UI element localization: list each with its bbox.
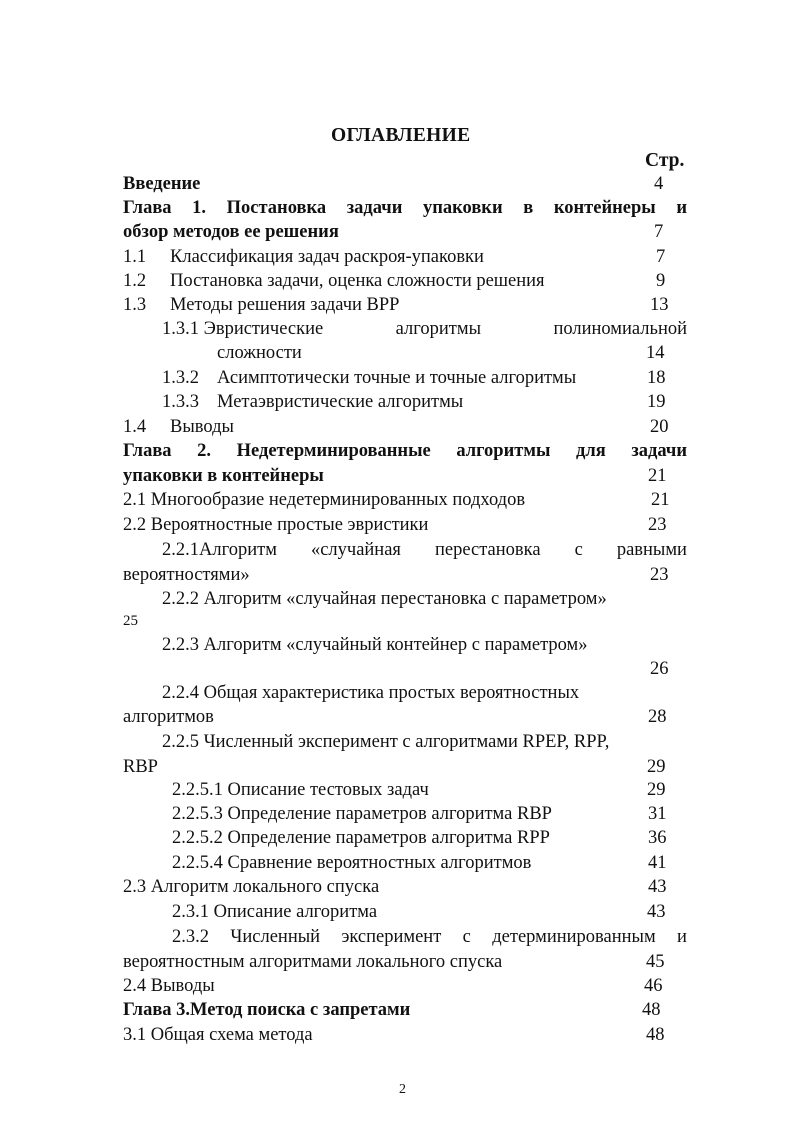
toc-page-number: 13 bbox=[650, 295, 669, 315]
footer-page-number: 2 bbox=[399, 1082, 406, 1097]
toc-section-number: 1.3.2 bbox=[162, 368, 199, 388]
toc-section-number: 1.4 bbox=[123, 417, 147, 437]
toc-entry-2-3-2-cont: вероятностным алгоритмами локального спуска bbox=[123, 952, 503, 972]
toc-entry-2-2-5[interactable]: 2.2.5 Численный эксперимент с алгоритмами RPEP, RPP, bbox=[162, 732, 610, 752]
toc-entry-2-3-1[interactable]: 2.3.1 Описание алгоритма bbox=[172, 902, 378, 922]
toc-page-number: 43 bbox=[647, 902, 666, 922]
toc-page-number: 29 bbox=[647, 757, 666, 777]
toc-page-number: 29 bbox=[647, 780, 666, 800]
toc-entry-1-3[interactable]: Методы решения задачи BPP bbox=[170, 295, 400, 315]
toc-page-number: 45 bbox=[646, 952, 665, 972]
toc-page-number: 21 bbox=[648, 466, 667, 486]
toc-page-number: 26 bbox=[650, 659, 669, 679]
toc-page-number: 4 bbox=[654, 174, 664, 194]
toc-page-number: 41 bbox=[648, 853, 667, 873]
toc-entry-1-3-1-cont: сложности bbox=[217, 343, 302, 363]
toc-page-number: 36 bbox=[648, 828, 667, 848]
toc-entry-2-3[interactable]: 2.3 Алгоритм локального спуска bbox=[123, 877, 380, 897]
toc-page-number: 18 bbox=[647, 368, 666, 388]
toc-page-number: 28 bbox=[648, 707, 667, 727]
toc-section-number: 1.2 bbox=[123, 271, 147, 291]
toc-page-number: 46 bbox=[644, 976, 663, 996]
toc-page-number: 9 bbox=[656, 271, 666, 291]
toc-page-number: 31 bbox=[648, 804, 667, 824]
toc-entry-2-2-5-1[interactable]: 2.2.5.1 Описание тестовых задач bbox=[172, 780, 429, 800]
toc-entry-2-1[interactable]: 2.1 Многообразие недетерминированных подходов bbox=[123, 490, 526, 510]
toc-entry-2-2-1-cont: вероятностями» bbox=[123, 565, 250, 585]
toc-entry-2-2-3[interactable]: 2.2.3 Алгоритм «случайный контейнер с параметром» bbox=[162, 635, 588, 655]
toc-entry-1-2[interactable]: Постановка задачи, оценка сложности решения bbox=[170, 271, 545, 291]
toc-entry-2-2-4-cont: алгоритмов bbox=[123, 707, 214, 727]
toc-page-number: 19 bbox=[647, 392, 666, 412]
toc-page-number: 25 bbox=[123, 613, 138, 629]
page-title: ОГЛАВЛЕНИЕ bbox=[331, 125, 471, 146]
toc-entry-1-4[interactable]: Выводы bbox=[170, 417, 234, 437]
toc-entry-chapter-1[interactable]: Глава 1. Постановка задачи упаковки в контейнеры и bbox=[123, 198, 687, 218]
toc-section-number: 1.3.3 bbox=[162, 392, 199, 412]
toc-entry-chapter-2-cont: упаковки в контейнеры bbox=[123, 466, 324, 486]
toc-entry-2-4[interactable]: 2.4 Выводы bbox=[123, 976, 215, 996]
toc-page-number: 48 bbox=[642, 1000, 661, 1020]
toc-entry-2-2-5-2[interactable]: 2.2.5.2 Определение параметров алгоритма RPP bbox=[172, 828, 550, 848]
toc-entry-2-2-4[interactable]: 2.2.4 Общая характеристика простых вероятностных bbox=[162, 683, 580, 703]
toc-page-number: 23 bbox=[650, 565, 669, 585]
toc-entry-2-2-1[interactable]: 2.2.1Алгоритм «случайная перестановка с равными bbox=[162, 540, 687, 560]
toc-entry-1-3-2[interactable]: Асимптотически точные и точные алгоритмы bbox=[217, 368, 577, 388]
toc-entry-1-3-1[interactable]: 1.3.1 Эвристические алгоритмы полиномиальной bbox=[162, 319, 687, 339]
toc-entry-1-3-3[interactable]: Метаэвристические алгоритмы bbox=[217, 392, 464, 412]
toc-page-number: 23 bbox=[648, 515, 667, 535]
toc-entry-3-1[interactable]: 3.1 Общая схема метода bbox=[123, 1025, 313, 1045]
toc-entry-2-3-2[interactable]: 2.3.2 Численный эксперимент с детерминированным и bbox=[172, 927, 687, 947]
toc-entry-chapter-1-cont: обзор методов ее решения bbox=[123, 222, 339, 242]
toc-entry-chapter-3[interactable]: Глава 3.Метод поиска с запретами bbox=[123, 1000, 411, 1020]
toc-page-number: 7 bbox=[654, 222, 664, 242]
toc-entry-chapter-2[interactable]: Глава 2. Недетерминированные алгоритмы для задачи bbox=[123, 441, 687, 461]
toc-page-number: 43 bbox=[648, 877, 667, 897]
toc-page-number: 21 bbox=[651, 490, 670, 510]
toc-entry-2-2-5-3[interactable]: 2.2.5.3 Определение параметров алгоритма RBP bbox=[172, 804, 552, 824]
toc-entry-2-2-5-cont: RBP bbox=[123, 757, 158, 777]
toc-entry-2-2-2[interactable]: 2.2.2 Алгоритм «случайная перестановка с параметром» bbox=[162, 589, 607, 609]
toc-page-number: 48 bbox=[646, 1025, 665, 1045]
toc-page-number: 14 bbox=[646, 343, 665, 363]
toc-page-number: 7 bbox=[656, 247, 666, 267]
toc-page-number: 20 bbox=[650, 417, 669, 437]
page-column-header: Стр. bbox=[645, 150, 685, 171]
toc-entry-2-2-5-4[interactable]: 2.2.5.4 Сравнение вероятностных алгоритмов bbox=[172, 853, 532, 873]
toc-entry-intro[interactable]: Введение bbox=[123, 174, 201, 194]
toc-section-number: 1.3 bbox=[123, 295, 147, 315]
toc-section-number: 1.1 bbox=[123, 247, 147, 267]
toc-entry-2-2[interactable]: 2.2 Вероятностные простые эвристики bbox=[123, 515, 429, 535]
toc-entry-1-1[interactable]: Классификация задач раскроя-упаковки bbox=[170, 247, 484, 267]
